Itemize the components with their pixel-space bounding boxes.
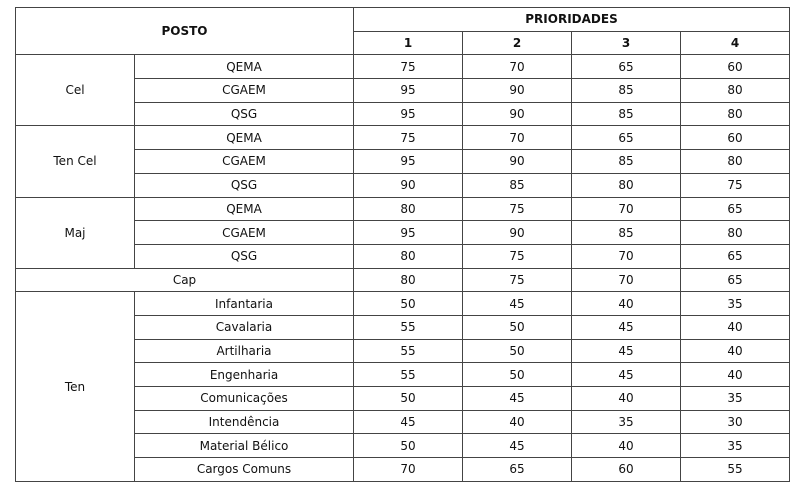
table-row — [16, 197, 790, 221]
posto-header: POSTO — [16, 8, 354, 55]
priority-value-cell: 45 — [572, 315, 681, 339]
priority-value-cell: 50 — [463, 363, 572, 387]
priority-value-cell: 65 — [463, 458, 572, 482]
priority-value-cell: 45 — [463, 387, 572, 411]
category-cell: Material Bélico — [135, 434, 354, 458]
priority-value-cell: 80 — [354, 244, 463, 268]
priority-value-cell: 75 — [463, 244, 572, 268]
rank-cell: Ten — [16, 292, 135, 482]
priority-value-cell: 35 — [681, 292, 790, 316]
table-row — [16, 268, 790, 292]
priority-value-cell: 45 — [354, 410, 463, 434]
priority-value-cell: 40 — [463, 410, 572, 434]
priority-value-cell: 60 — [681, 55, 790, 79]
category-cell: Engenharia — [135, 363, 354, 387]
priority-value-cell: 40 — [572, 434, 681, 458]
priority-col-2-header: 2 — [463, 31, 572, 55]
category-cell: QEMA — [135, 55, 354, 79]
priority-value-cell: 85 — [572, 150, 681, 174]
priority-value-cell: 95 — [354, 102, 463, 126]
priority-value-cell: 95 — [354, 79, 463, 103]
priority-value-cell: 35 — [572, 410, 681, 434]
priority-value-cell: 80 — [681, 150, 790, 174]
priority-value-cell: 80 — [681, 102, 790, 126]
priority-value-cell: 45 — [572, 363, 681, 387]
priority-value-cell: 75 — [463, 268, 572, 292]
priority-value-cell: 50 — [354, 387, 463, 411]
priority-value-cell: 75 — [354, 126, 463, 150]
category-cell: QSG — [135, 244, 354, 268]
priority-value-cell: 55 — [354, 315, 463, 339]
category-cell: CGAEM — [135, 221, 354, 245]
priority-value-cell: 50 — [354, 292, 463, 316]
priority-value-cell: 60 — [572, 458, 681, 482]
priority-value-cell: 70 — [463, 55, 572, 79]
priority-value-cell: 85 — [572, 102, 681, 126]
priority-value-cell: 40 — [572, 292, 681, 316]
priority-value-cell: 80 — [681, 79, 790, 103]
priority-value-cell: 90 — [463, 102, 572, 126]
prioridades-header: PRIORIDADES — [354, 8, 790, 32]
priority-value-cell: 65 — [681, 268, 790, 292]
priority-value-cell: 65 — [572, 55, 681, 79]
priority-value-cell: 90 — [463, 150, 572, 174]
priority-value-cell: 80 — [354, 268, 463, 292]
rank-cell: Cel — [16, 55, 135, 126]
priority-value-cell: 90 — [463, 79, 572, 103]
rank-cell: Maj — [16, 197, 135, 268]
category-cell: CGAEM — [135, 79, 354, 103]
category-cell: Cavalaria — [135, 315, 354, 339]
table-row — [16, 292, 790, 316]
priority-value-cell: 40 — [681, 315, 790, 339]
category-cell: Comunicações — [135, 387, 354, 411]
priority-value-cell: 55 — [681, 458, 790, 482]
priority-value-cell: 85 — [572, 221, 681, 245]
priority-value-cell: 50 — [463, 315, 572, 339]
priority-value-cell: 50 — [463, 339, 572, 363]
priority-value-cell: 65 — [572, 126, 681, 150]
category-cell: QEMA — [135, 126, 354, 150]
priority-value-cell: 70 — [572, 244, 681, 268]
priority-value-cell: 55 — [354, 339, 463, 363]
priority-value-cell: 45 — [463, 434, 572, 458]
priority-value-cell: 95 — [354, 221, 463, 245]
priority-value-cell: 50 — [354, 434, 463, 458]
priority-value-cell: 40 — [572, 387, 681, 411]
priority-value-cell: 60 — [681, 126, 790, 150]
priority-value-cell: 75 — [681, 173, 790, 197]
priority-value-cell: 65 — [681, 244, 790, 268]
priority-value-cell: 70 — [354, 458, 463, 482]
priority-value-cell: 45 — [463, 292, 572, 316]
rank-cell: Ten Cel — [16, 126, 135, 197]
priority-value-cell: 80 — [354, 197, 463, 221]
category-cell: Cargos Comuns — [135, 458, 354, 482]
table-header — [16, 8, 790, 55]
priority-value-cell: 40 — [681, 339, 790, 363]
priorities-table — [15, 7, 790, 482]
priority-value-cell: 80 — [572, 173, 681, 197]
priority-value-cell: 85 — [463, 173, 572, 197]
priority-col-4-header: 4 — [681, 31, 790, 55]
priority-value-cell: 65 — [681, 197, 790, 221]
priority-value-cell: 85 — [572, 79, 681, 103]
priority-value-cell: 55 — [354, 363, 463, 387]
priority-value-cell: 70 — [572, 268, 681, 292]
table-body — [16, 55, 790, 481]
category-cell: CGAEM — [135, 150, 354, 174]
category-cell: QEMA — [135, 197, 354, 221]
category-cell: Artilharia — [135, 339, 354, 363]
category-cell: Infantaria — [135, 292, 354, 316]
priority-value-cell: 35 — [681, 434, 790, 458]
category-cell: Intendência — [135, 410, 354, 434]
table-row — [16, 126, 790, 150]
table-row — [16, 55, 790, 79]
rank-cell: Cap — [16, 268, 354, 292]
priority-value-cell: 75 — [354, 55, 463, 79]
priority-value-cell: 80 — [681, 221, 790, 245]
priority-value-cell: 70 — [463, 126, 572, 150]
priority-value-cell: 45 — [572, 339, 681, 363]
priority-col-3-header: 3 — [572, 31, 681, 55]
priority-value-cell: 90 — [463, 221, 572, 245]
priority-value-cell: 90 — [354, 173, 463, 197]
priority-value-cell: 95 — [354, 150, 463, 174]
category-cell: QSG — [135, 173, 354, 197]
priority-col-1-header: 1 — [354, 31, 463, 55]
priority-value-cell: 70 — [572, 197, 681, 221]
priority-value-cell: 35 — [681, 387, 790, 411]
category-cell: QSG — [135, 102, 354, 126]
priority-value-cell: 30 — [681, 410, 790, 434]
priority-value-cell: 40 — [681, 363, 790, 387]
priority-value-cell: 75 — [463, 197, 572, 221]
